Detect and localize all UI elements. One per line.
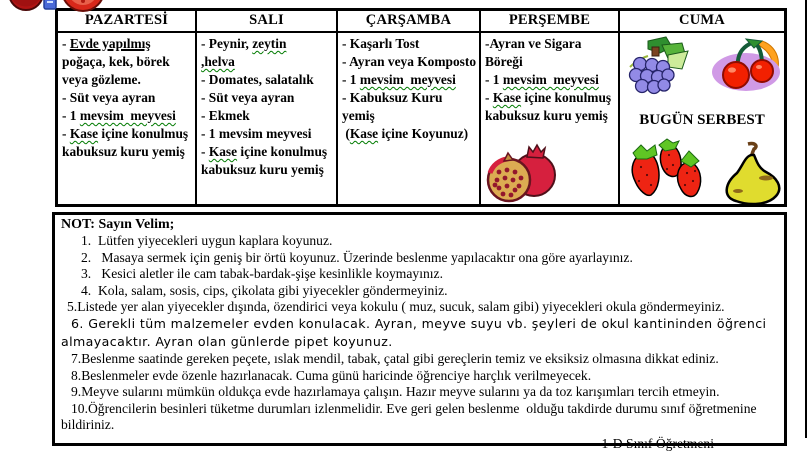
menu-item: - Kase içine konulmuş kabuksuz kuru yemiş <box>485 90 615 123</box>
apple-clipart-icon <box>6 0 46 21</box>
note-item-1: 1. Lütfen yiyecekleri uygun kaplara koyunuz. <box>81 233 333 249</box>
menu-item: -Ayran ve Sigara Böreği <box>485 36 585 69</box>
strawberries-icon <box>625 139 707 201</box>
notes-title: NOT: Sayın Velim; <box>61 217 175 232</box>
note-item-3: 3. Kesici aletler ile cam tabak-bardak-şişe kesinlikle koymayınız. <box>81 266 443 282</box>
free-day-label: BUGÜN SERBEST <box>639 112 765 128</box>
column-cuma <box>618 11 784 204</box>
column-sali <box>195 11 336 204</box>
menu-item: ,helva <box>201 54 235 69</box>
menu-item: - 1 mevsim meyvesi <box>342 72 456 87</box>
note-item-10: 10.Öğrencilerin besinleri tüketme durumları izlenmelidir. Eve geri gelen beslenme olduğu takdirde durumu sınıf öğretmenine bildiriniz. <box>61 400 760 433</box>
menu-item: - Süt veya ayran <box>201 90 295 105</box>
day-body-cuma <box>620 33 784 204</box>
menu-item: - Domates, salatalık <box>201 72 314 87</box>
note-item-2: 2. Masaya sermek için geniş bir örtü koyunuz. Üzerinde beslenme yapılacaktır ona göre ayarlayınız. <box>81 249 633 265</box>
column-persembe <box>479 11 618 204</box>
cherries-icon <box>706 39 784 93</box>
menu-item: - Süt veya ayran <box>62 90 156 105</box>
menu-item: - Kase içine konulmuş kabuksuz kuru yemiş <box>201 144 331 177</box>
teacher-signature: 1-D Sınıf Öğretmeni <box>601 436 714 452</box>
page-edge-line <box>805 0 807 438</box>
menu-item: - Evde yapılmış poğaça, kek, börek veya gözleme. <box>62 36 173 87</box>
day-body-persembe <box>481 33 618 204</box>
small-blue-clipart-icon <box>43 0 57 10</box>
day-body-pazartesi <box>58 33 195 204</box>
day-body-sali <box>197 33 336 204</box>
note-item-4: 4. Kola, salam, sosis, cips, çikolata gibi yiyecekler göndermeyiniz. <box>81 282 448 298</box>
notes-box <box>52 212 787 452</box>
menu-item: - 1 mevsim meyvesi <box>485 72 599 87</box>
day-header-pazartesi: PAZARTESİ <box>58 11 195 33</box>
menu-item: - Peynir, zeytin <box>201 36 287 51</box>
note-item-7: 7.Beslenme saatinde gereken peçete, ıslak mendil, tabak, çatal gibi gereçlerin temiz ve eksiksiz olmasına dikkat ediniz. <box>71 351 719 367</box>
menu-item: - Kabuksuz Kuru yemiş <box>342 90 446 123</box>
menu-item: - Ayran veya Komposto <box>342 54 477 69</box>
menu-item: - Kase içine konulmuş kabuksuz kuru yemiş <box>62 126 192 159</box>
day-header-persembe: PERŞEMBE <box>481 11 618 33</box>
menu-item: - 1 mevsim meyvesi <box>62 108 176 123</box>
menu-item: - 1 mevsim meyvesi <box>201 126 312 141</box>
day-body-carsamba <box>338 33 479 204</box>
day-header-sali: SALI <box>197 11 336 33</box>
day-header-cuma: CUMA <box>620 11 784 33</box>
menu-item: (Kase içine Koyunuz) <box>342 126 469 141</box>
note-item-6: 6. Gerekli tüm malzemeler evden konulacak. Ayran, meyve suyu vb. şeyleri de okul kantininden öğrenci almayacaktır. Ayran olan günlerde pipet koyunuz. <box>61 316 771 350</box>
note-item-5: 5.Listede yer alan yiyecekler dışında, özendirici veya kokulu ( muz, sucuk, salam gibi) yiyecekleri okula göndermeyiniz. <box>67 299 725 315</box>
tomato-slice-clipart-icon <box>60 0 106 13</box>
day-header-carsamba: ÇARŞAMBA <box>338 11 479 33</box>
grapes-icon <box>628 37 690 95</box>
pomegranate-icon <box>485 141 557 203</box>
weekly-menu-table <box>55 8 787 207</box>
pear-icon <box>710 141 786 205</box>
menu-item: - Ekmek <box>201 108 250 123</box>
menu-item: - Kaşarlı Tost <box>342 36 420 51</box>
column-pazartesi <box>58 11 195 204</box>
column-carsamba <box>336 11 479 204</box>
note-item-8: 8.Beslenmeler evde özenle hazırlanacak. Cuma günü haricinde öğrenciye harçlık verilmeyecek. <box>71 367 592 383</box>
note-item-9: 9.Meyve sularını mümkün oldukça evde hazırlamaya çalışın. Hazır meyve sularını ya da toz karışımları tercih etmeyin. <box>71 384 720 400</box>
